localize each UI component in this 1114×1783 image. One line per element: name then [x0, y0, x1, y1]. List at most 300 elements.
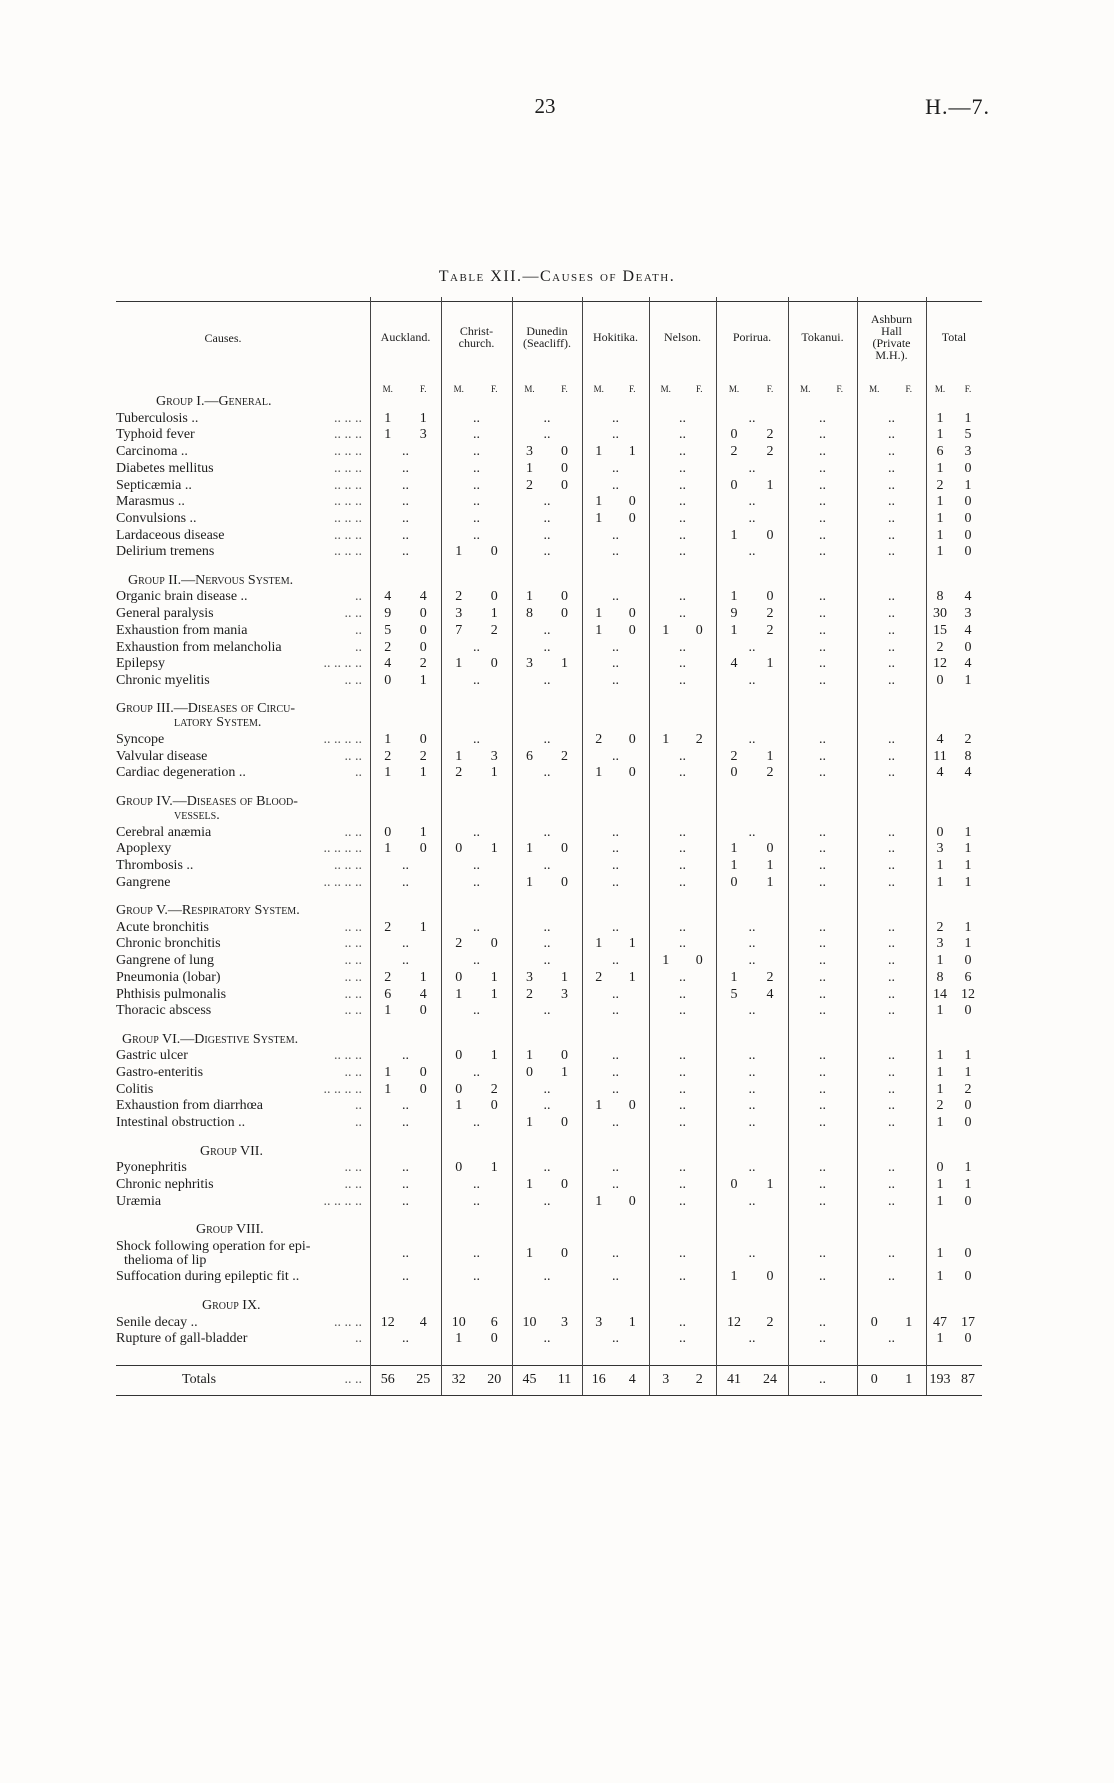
- table-cell: ..: [543, 1160, 551, 1176]
- table-cell: 1: [730, 589, 738, 605]
- table-cell: 0: [419, 841, 427, 857]
- totals-cell: 2: [695, 1371, 703, 1387]
- table-cell: 0: [490, 1331, 498, 1347]
- table-cell: ..: [888, 1269, 895, 1285]
- table-cell: ..: [819, 544, 826, 560]
- table-cell: ..: [819, 1003, 826, 1019]
- cause-label: Organic brain disease ..: [116, 589, 248, 605]
- table-cell: 1: [419, 410, 427, 426]
- column-rule: [512, 297, 513, 1395]
- table-cell: ..: [888, 444, 895, 460]
- table-cell: 2: [766, 427, 774, 443]
- table-cell: 1: [964, 1065, 972, 1080]
- cause-label: Gastric ulcer: [116, 1048, 188, 1064]
- group-heading: Group I.—General.: [156, 394, 272, 409]
- leader-dots: .. .. .. ..: [323, 841, 362, 857]
- table-cell: 6: [384, 986, 392, 1002]
- table-cell: ..: [612, 1331, 619, 1347]
- table-cell: 4: [384, 656, 392, 672]
- table-cell: 1: [766, 1176, 774, 1192]
- table-cell: 1: [561, 1065, 568, 1080]
- column-header-1: church.: [458, 336, 495, 350]
- table-cell: 12: [933, 656, 947, 672]
- table-cell: 0: [384, 672, 392, 688]
- leader-dots: .. .. .. ..: [323, 874, 362, 890]
- table-cell: ..: [543, 765, 551, 781]
- table-cell: ..: [612, 1048, 619, 1064]
- table-cell: 1: [936, 953, 944, 969]
- cause-label: General paralysis: [116, 606, 214, 622]
- leader-dots: .. ..: [344, 606, 362, 622]
- table-cell: 0: [730, 1176, 738, 1192]
- table-cell: ..: [402, 444, 409, 460]
- table-cell: 2: [490, 622, 498, 638]
- table-cell: ..: [679, 1098, 686, 1114]
- table-cell: ..: [748, 1245, 756, 1261]
- table-cell: ..: [543, 427, 551, 443]
- table-cell: 2: [419, 748, 427, 764]
- table-cell: 1: [964, 824, 972, 840]
- column-header-6: Tokanui.: [801, 330, 844, 344]
- table-cell: 1: [455, 1331, 463, 1347]
- table-cell: 1: [936, 1081, 944, 1097]
- table-cell: ..: [819, 656, 826, 672]
- table-cell: ..: [473, 510, 480, 526]
- table-cell: ..: [679, 1160, 686, 1176]
- table-cell: ..: [473, 1193, 480, 1209]
- totals-cell: 0: [870, 1371, 878, 1387]
- table-cell: ..: [473, 1115, 480, 1131]
- table-cell: ..: [888, 1098, 895, 1114]
- leader-dots: .. ..: [344, 672, 362, 688]
- table-cell: ..: [612, 953, 619, 969]
- table-cell: 1: [419, 824, 427, 840]
- column-header-2: (Seacliff).: [522, 336, 572, 350]
- table-cell: 1: [490, 841, 498, 857]
- table-cell: 2: [384, 639, 392, 655]
- table-cell: 2: [730, 748, 738, 764]
- table-cell: 4: [964, 765, 972, 781]
- table-cell: ..: [819, 1176, 826, 1192]
- table-cell: ..: [543, 410, 551, 426]
- table-cell: 1: [662, 732, 670, 747]
- table-cell: 11: [933, 748, 947, 764]
- table-cell: 1: [490, 969, 498, 985]
- leader-dots: .. .. ..: [334, 857, 362, 873]
- sex-subheader-m: M.: [593, 384, 604, 394]
- causes-column-header: Causes.: [204, 331, 242, 345]
- cause-label: Colitis: [116, 1081, 154, 1097]
- table-cell: 1: [595, 1193, 603, 1209]
- table-cell: ..: [612, 857, 619, 873]
- table-cell: ..: [748, 936, 756, 952]
- table-cell: ..: [402, 1048, 409, 1064]
- table-cell: 1: [964, 936, 972, 952]
- cause-label: Marasmus ..: [116, 494, 185, 510]
- table-cell: ..: [612, 427, 619, 443]
- table-cell: 10: [451, 1314, 466, 1330]
- cause-label: Diabetes mellitus: [116, 460, 214, 476]
- leader-dots: ..: [355, 622, 362, 638]
- table-cell: 1: [455, 748, 463, 764]
- totals-cell: 20: [487, 1371, 502, 1387]
- table-cell: 2: [384, 748, 392, 764]
- table-cell: 1: [384, 732, 392, 747]
- table-cell: 1: [936, 1048, 944, 1064]
- table-cell: ..: [402, 477, 409, 493]
- table-cell: ..: [612, 1115, 619, 1131]
- table-cell: ..: [888, 1115, 895, 1131]
- table-cell: 2: [455, 936, 463, 952]
- column-rule: [370, 297, 371, 1395]
- table-cell: 1: [936, 857, 944, 873]
- table-cell: ..: [888, 622, 895, 638]
- table-cell: 1: [936, 1115, 944, 1131]
- table-cell: ..: [612, 1269, 619, 1285]
- table-cell: 1: [526, 589, 533, 605]
- cause-label: Carcinoma ..: [116, 444, 188, 460]
- table-cell: ..: [473, 1269, 480, 1285]
- table-cell: ..: [473, 824, 480, 840]
- table-cell: 1: [419, 919, 427, 935]
- sex-subheader-f: F.: [695, 384, 703, 394]
- table-cell: ..: [819, 1081, 826, 1097]
- table-cell: 3: [526, 656, 533, 672]
- table-cell: 0: [964, 460, 972, 476]
- sex-subheader-f: F.: [905, 384, 913, 394]
- table-cell: 0: [936, 1160, 944, 1176]
- table-cell: ..: [473, 639, 480, 655]
- table-cell: ..: [819, 527, 826, 543]
- table-cell: ..: [679, 527, 686, 543]
- table-cell: 1: [595, 1098, 603, 1114]
- table-cell: 1: [419, 765, 427, 781]
- table-cell: 1: [730, 527, 738, 543]
- table-cell: ..: [473, 460, 480, 476]
- table-cell: 3: [964, 606, 972, 622]
- table-cell: ..: [679, 427, 686, 443]
- table-cell: 0: [628, 1193, 636, 1209]
- table-cell: ..: [473, 1176, 480, 1192]
- table-cell: 0: [490, 1098, 498, 1114]
- sex-subheader-f: F.: [766, 384, 774, 394]
- table-cell: 2: [419, 656, 427, 672]
- table-cell: ..: [819, 622, 826, 638]
- table-cell: 2: [766, 1314, 774, 1330]
- table-cell: 1: [384, 1065, 392, 1080]
- table-cell: 0: [419, 732, 427, 747]
- table-cell: ..: [888, 589, 895, 605]
- table-cell: 0: [455, 1048, 463, 1064]
- leader-dots: .. .. ..: [334, 460, 362, 476]
- table-cell: ..: [679, 765, 686, 781]
- table-cell: ..: [473, 874, 480, 890]
- table-cell: 0: [964, 527, 972, 543]
- table-cell: ..: [402, 1331, 409, 1347]
- table-cell: 6: [526, 748, 533, 764]
- table-cell: ..: [748, 1048, 756, 1064]
- table-cell: 1: [936, 544, 944, 560]
- leader-dots: .. .. .. ..: [323, 656, 362, 672]
- group-heading: latory System.: [174, 715, 262, 731]
- table-cell: 4: [419, 986, 427, 1002]
- table-cell: 8: [526, 606, 533, 622]
- leader-dots: .. .. ..: [334, 1314, 362, 1330]
- table-cell: 17: [961, 1314, 975, 1330]
- table-cell: 1: [419, 672, 427, 688]
- totals-cell: 16: [591, 1371, 606, 1387]
- table-cell: 2: [490, 1081, 498, 1097]
- table-cell: ..: [612, 639, 619, 655]
- leader-dots: .. ..: [344, 1003, 362, 1019]
- table-cell: ..: [748, 732, 756, 747]
- table-cell: 0: [730, 874, 738, 890]
- table-cell: 1: [905, 1314, 913, 1330]
- table-cell: 1: [936, 410, 944, 426]
- leader-dots: .. ..: [344, 936, 362, 952]
- table-cell: ..: [402, 1269, 409, 1285]
- table-cell: ..: [888, 841, 895, 857]
- cause-label: Apoplexy: [116, 841, 172, 857]
- table-cell: 4: [964, 589, 972, 605]
- table-cell: ..: [819, 494, 826, 510]
- table-cell: 1: [936, 1269, 944, 1285]
- leader-dots: ..: [355, 639, 362, 655]
- table-cell: ..: [402, 1193, 409, 1209]
- table-cell: ..: [748, 1115, 756, 1131]
- table-cell: 2: [455, 589, 463, 605]
- table-cell: 0: [730, 477, 738, 493]
- table-cell: 0: [628, 622, 636, 638]
- table-cell: 1: [526, 1245, 533, 1261]
- cause-label: Chronic nephritis: [116, 1176, 214, 1192]
- table-cell: ..: [679, 606, 686, 622]
- table-cell: 3: [595, 1314, 603, 1330]
- table-cell: 14: [933, 986, 947, 1002]
- table-cell: ..: [543, 1098, 551, 1114]
- table-cell: 6: [490, 1314, 498, 1330]
- table-cell: ..: [679, 919, 686, 935]
- column-header-7: Ashburn: [870, 312, 913, 326]
- table-cell: 3: [936, 936, 944, 952]
- table-cell: 1: [490, 765, 498, 781]
- table-cell: ..: [888, 460, 895, 476]
- table-cell: 1: [384, 427, 392, 443]
- table-cell: 0: [964, 1245, 972, 1261]
- table-cell: ..: [612, 919, 619, 935]
- table-cell: ..: [888, 857, 895, 873]
- table-cell: ..: [402, 953, 409, 969]
- table-cell: 10: [522, 1314, 537, 1330]
- table-cell: ..: [748, 1331, 756, 1347]
- table-cell: 1: [662, 953, 670, 969]
- table-cell: 2: [936, 639, 944, 655]
- table-cell: ..: [679, 986, 686, 1002]
- table-cell: 1: [455, 544, 463, 560]
- sex-subheader-m: M.: [869, 384, 880, 394]
- table-cell: 2: [936, 919, 944, 935]
- table-cell: ..: [473, 857, 480, 873]
- table-cell: ..: [679, 494, 686, 510]
- column-header-7: (Private: [872, 336, 911, 350]
- table-cell: 2: [695, 732, 703, 747]
- table-cell: ..: [679, 444, 686, 460]
- table-cell: ..: [679, 857, 686, 873]
- column-rule: [649, 297, 650, 1395]
- table-cell: ..: [819, 477, 826, 493]
- table-cell: 1: [964, 477, 972, 493]
- leader-dots: .. .. ..: [334, 410, 362, 426]
- leader-dots: .. ..: [344, 1176, 362, 1192]
- table-cell: 1: [595, 510, 603, 526]
- table-cell: ..: [402, 510, 409, 526]
- table-cell: ..: [543, 1331, 551, 1347]
- table-cell: 0: [628, 606, 636, 622]
- leader-dots: ..: [355, 1098, 362, 1114]
- table-cell: ..: [402, 857, 409, 873]
- group-heading: Group V.—Respiratory System.: [116, 903, 300, 918]
- table-cell: ..: [819, 639, 826, 655]
- table-cell: 1: [561, 656, 568, 672]
- leader-dots: .. ..: [344, 1371, 362, 1387]
- document-reference: H.—7.: [925, 94, 990, 119]
- column-rule: [441, 297, 442, 1395]
- table-cell: ..: [819, 1098, 826, 1114]
- table-cell: ..: [612, 460, 619, 476]
- table-cell: 0: [490, 589, 498, 605]
- table-cell: 0: [964, 1331, 972, 1347]
- table-cell: 1: [936, 494, 944, 510]
- table-cell: 0: [964, 1193, 972, 1209]
- table-cell: 3: [936, 841, 944, 857]
- table-cell: ..: [819, 857, 826, 873]
- table-cell: 1: [455, 1098, 463, 1114]
- table-cell: 1: [964, 1160, 972, 1176]
- leader-dots: ..: [355, 589, 362, 605]
- table-cell: 1: [936, 1065, 944, 1080]
- totals-cell: 45: [522, 1371, 537, 1387]
- table-cell: ..: [543, 857, 551, 873]
- table-cell: 8: [964, 748, 972, 764]
- table-cell: ..: [679, 748, 686, 764]
- table-cell: ..: [819, 1314, 826, 1330]
- table-cell: 5: [730, 986, 738, 1002]
- table-cell: ..: [748, 1193, 756, 1209]
- sex-subheader-m: M.: [728, 384, 740, 394]
- table-cell: 1: [526, 1048, 533, 1064]
- table-cell: ..: [543, 510, 551, 526]
- table-cell: 1: [628, 969, 636, 985]
- table-cell: 9: [730, 606, 738, 622]
- totals-cell: 3: [662, 1371, 670, 1387]
- cause-label: Uræmia: [116, 1193, 162, 1209]
- table-cell: ..: [679, 1081, 686, 1097]
- table-cell: 4: [730, 656, 738, 672]
- table-cell: ..: [679, 410, 686, 426]
- table-cell: 0: [561, 460, 568, 476]
- table-cell: ..: [679, 1003, 686, 1019]
- table-cell: 1: [628, 444, 636, 460]
- totals-cell: 4: [628, 1371, 636, 1387]
- cause-label: Exhaustion from mania: [116, 622, 248, 638]
- table-cell: 0: [561, 444, 568, 460]
- table-cell: ..: [888, 986, 895, 1002]
- table-cell: 0: [695, 953, 703, 969]
- cause-label: Cerebral anæmia: [116, 824, 212, 840]
- cause-label: Cardiac degeneration ..: [116, 765, 246, 781]
- table-cell: 0: [964, 494, 972, 510]
- table-cell: 3: [455, 606, 463, 622]
- table-cell: 1: [730, 1269, 738, 1285]
- table-cell: 1: [964, 410, 972, 426]
- table-cell: ..: [612, 1081, 619, 1097]
- table-cell: 0: [455, 969, 463, 985]
- leader-dots: ..: [355, 765, 362, 781]
- table-cell: 4: [766, 986, 774, 1002]
- table-cell: 2: [455, 765, 463, 781]
- cause-label: Senile decay ..: [116, 1314, 198, 1330]
- table-cell: 0: [964, 1269, 972, 1285]
- column-rule: [582, 297, 583, 1395]
- table-cell: ..: [679, 639, 686, 655]
- table-cell: ..: [679, 1115, 686, 1131]
- table-cell: 2: [964, 732, 972, 747]
- sex-subheader-f: F.: [490, 384, 498, 394]
- table-cell: 0: [766, 1269, 774, 1285]
- table-cell: ..: [748, 953, 756, 969]
- table-cell: ..: [402, 544, 409, 560]
- table-cell: ..: [612, 672, 619, 688]
- table-cell: 1: [595, 936, 603, 952]
- table-cell: 0: [561, 606, 568, 622]
- group-heading: Group III.—Diseases of Circu-: [116, 701, 296, 717]
- table-cell: 0: [766, 589, 774, 605]
- cause-label: Thrombosis ..: [116, 857, 194, 873]
- table-cell: 5: [384, 622, 392, 638]
- leader-dots: .. ..: [344, 824, 362, 840]
- table-cell: 12: [961, 986, 975, 1002]
- totals-cell: ..: [819, 1371, 826, 1387]
- table-cell: 3: [419, 427, 427, 443]
- table-cell: 1: [595, 444, 603, 460]
- table-cell: 0: [490, 936, 498, 952]
- table-cell: 2: [766, 765, 774, 781]
- table-cell: 0: [628, 765, 636, 781]
- table-cell: 0: [419, 1065, 427, 1080]
- table-cell: 1: [730, 841, 738, 857]
- table-cell: 0: [964, 953, 972, 969]
- table-title: Table XII.—Causes of Death.: [438, 268, 676, 285]
- table-cell: ..: [888, 510, 895, 526]
- totals-cell: 87: [961, 1371, 975, 1387]
- table-cell: 1: [526, 460, 533, 476]
- table-cell: 1: [936, 1003, 944, 1019]
- table-cell: ..: [888, 1081, 895, 1097]
- cause-label: Septicæmia ..: [116, 477, 192, 493]
- table-cell: 1: [384, 1081, 392, 1097]
- table-cell: ..: [888, 969, 895, 985]
- table-cell: ..: [888, 1193, 895, 1209]
- table-cell: 0: [526, 1065, 533, 1080]
- column-header-7: Hall: [881, 324, 902, 338]
- table-cell: 0: [936, 672, 944, 688]
- leader-dots: .. ..: [344, 919, 362, 935]
- table-cell: 0: [419, 639, 427, 655]
- sex-subheader-m: M.: [660, 384, 671, 394]
- table-cell: 0: [561, 874, 568, 890]
- table-cell: 5: [964, 427, 972, 443]
- table-cell: 1: [964, 919, 972, 935]
